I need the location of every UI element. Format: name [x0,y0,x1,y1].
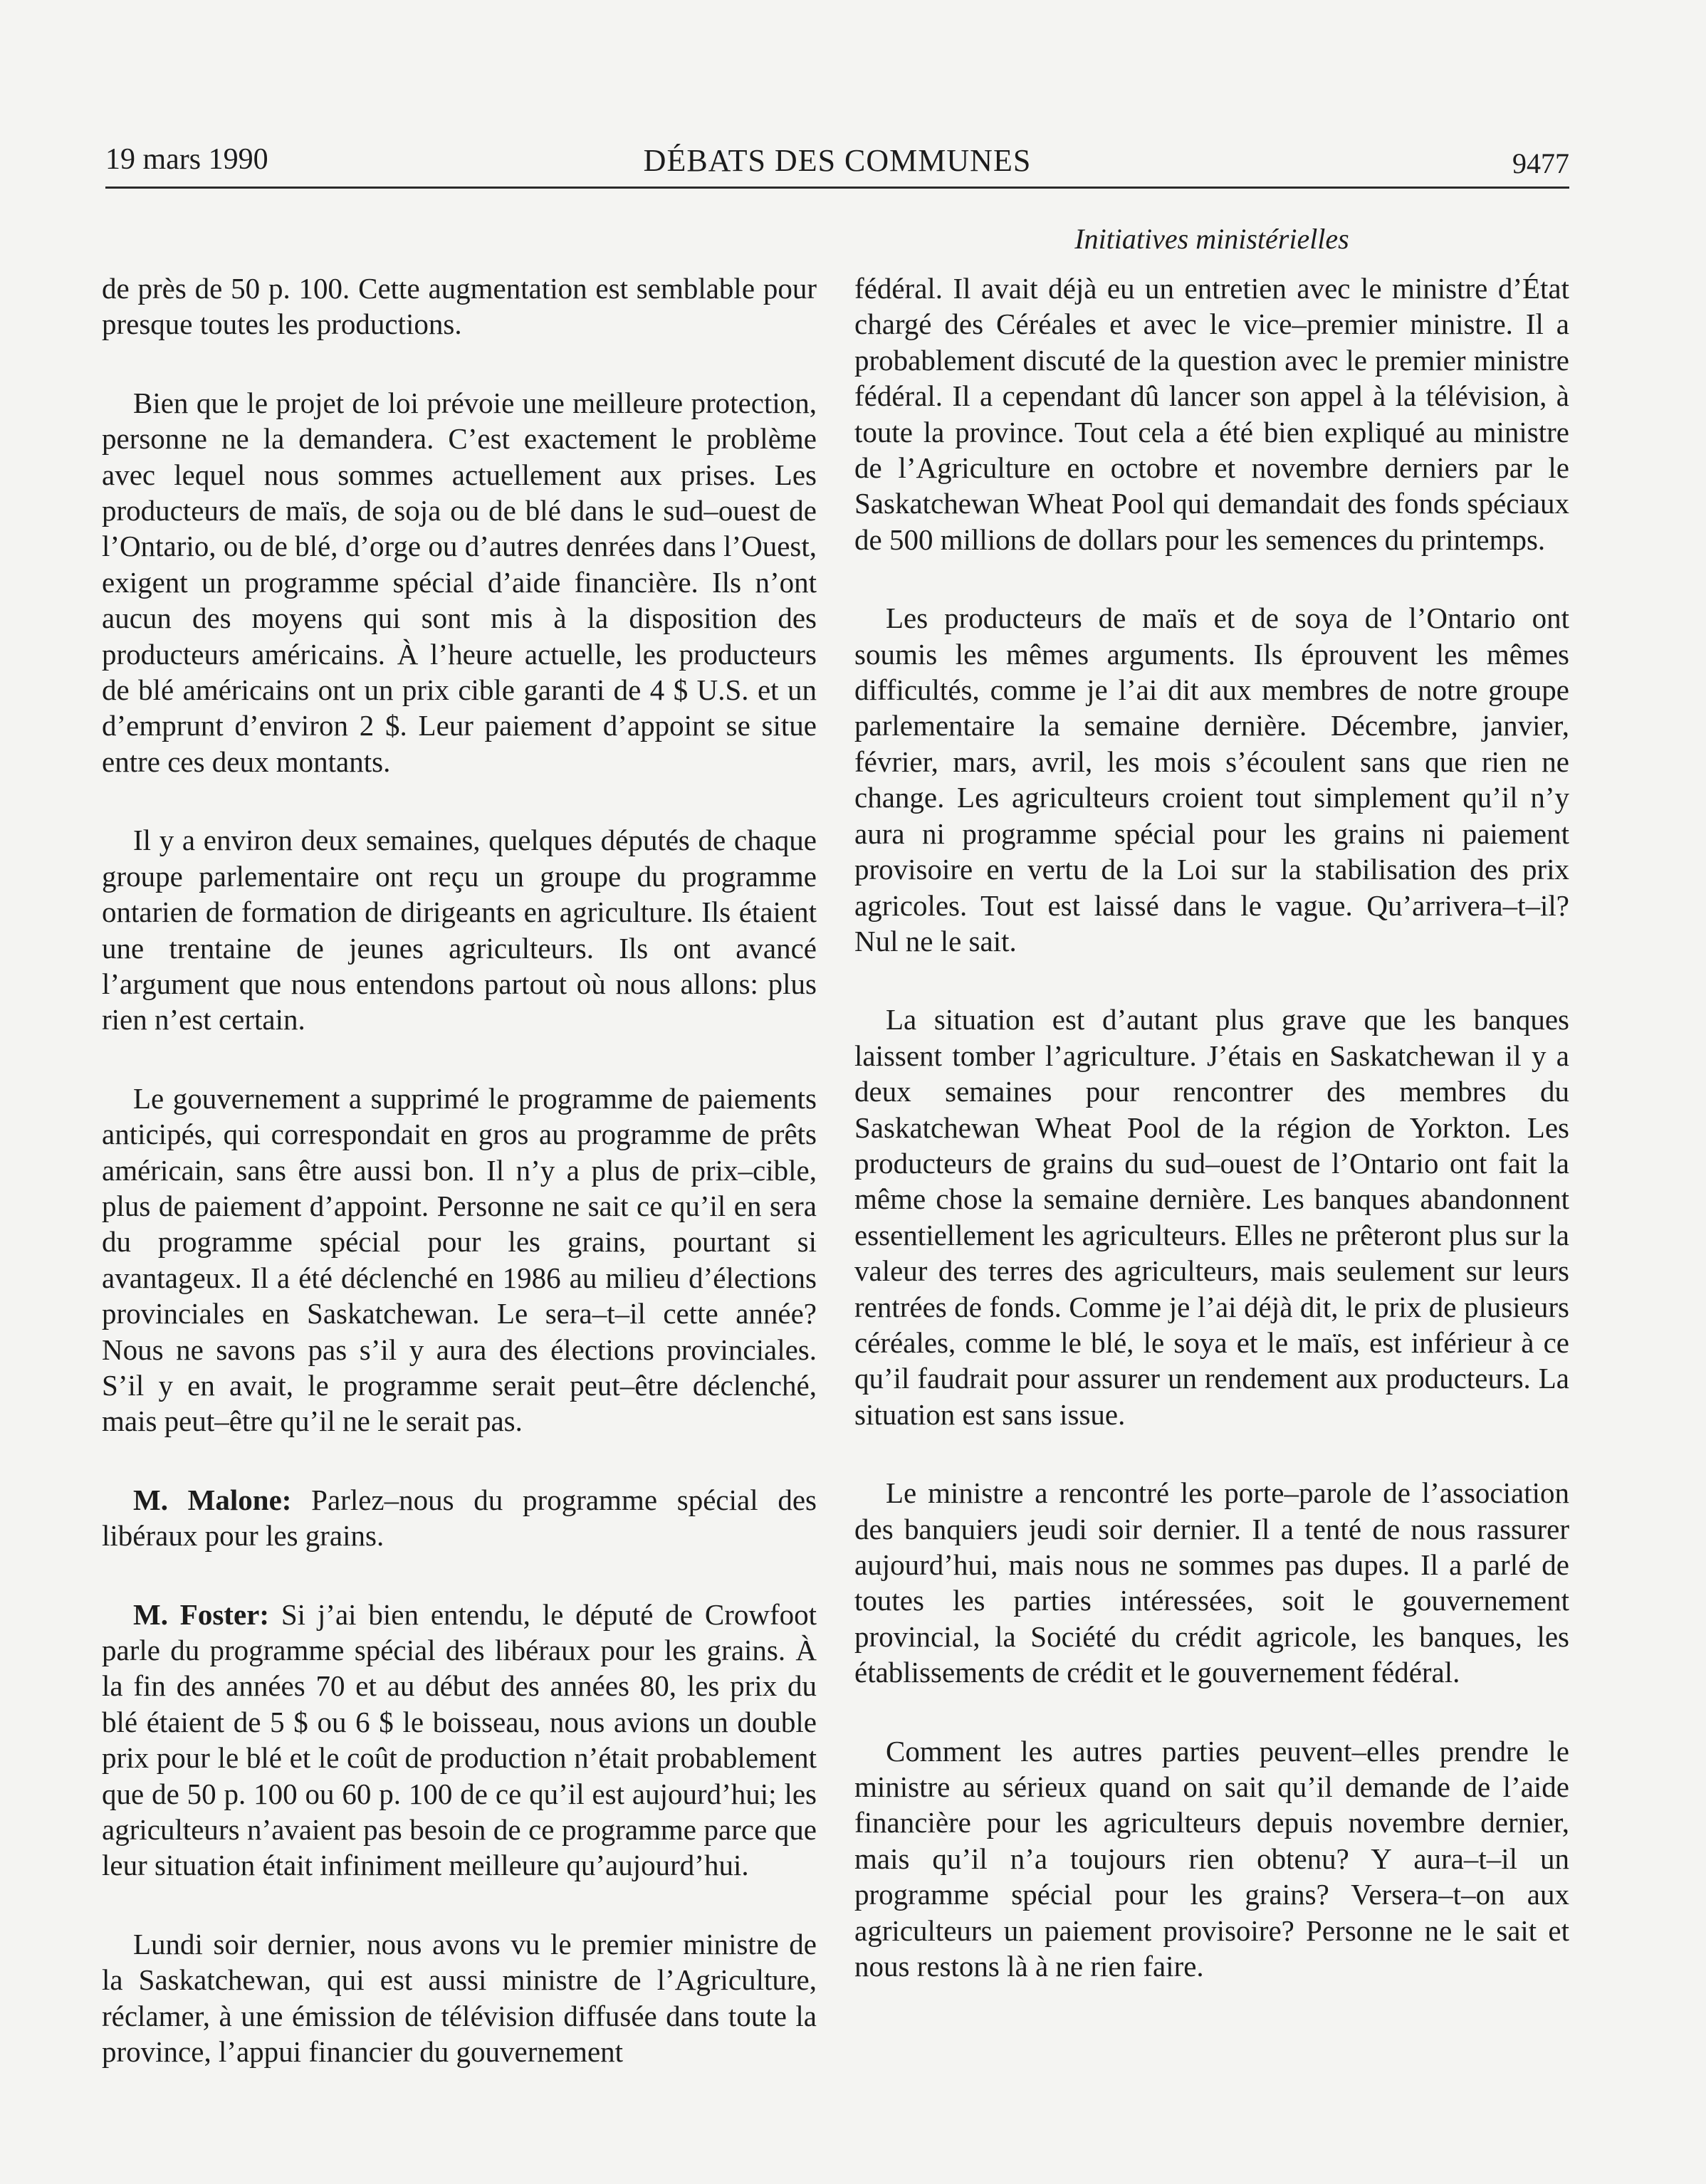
paragraph-text: Le ministre a rencontré les porte–parole de l’association des banquiers jeudi soir dernier. Il a tenté de nous rassurer aujourd’hui, mais nous ne sommes pas dupes. Il a parlé de toutes les parties intéressées, soit le gouvernement provincial, la Société du crédit agricole, les banques, les établissements de crédit et le gouvernement fédéral. [854,1476,1569,1689]
paragraph-text: Lundi soir dernier, nous avons vu le premier ministre de la Saskatchewan, qui est aussi ministre de l’Agriculture, réclamer, à une émission de télévision diffusée dans toute la province, l’appui financier du gouvernement [102,1927,817,2069]
paragraph [102,1081,817,1439]
paragraph-text: de près de 50 p. 100. Cette augmentation est semblable pour presque toutes les productions. [102,272,817,341]
paragraph [102,1597,817,1884]
paragraph [854,600,1569,959]
header-date: 19 mars 1990 [105,143,268,176]
paragraph [102,1926,817,2070]
page-number: 9477 [1512,147,1569,179]
page-header [105,142,1569,189]
left-column [102,271,817,2069]
paragraph [854,1733,1569,1985]
header-title: DÉBATS DES COMMUNES [643,143,1032,178]
paragraph-text: La situation est d’autant plus grave que les banques laissent tomber l’agriculture. J’étais en Saskatchewan il y a deux semaines pour rencontrer des membres du Saskatchewan Wheat Pool de la région de Yorkton. Les producteurs de grains du sud–ouest de l’Ontario ont fait la même chose la semaine dernière. Les banques abandonnent essentiellement les agriculteurs. Elles ne prêteront plus sur la valeur des terres des agriculteurs, mais seulement sur leurs rentrées de fonds. Comme je l’ai déjà dit, le prix de plusieurs céréales, comme le blé, le soya et le maïs, est inférieur à ce qu’il faudrait pour assurer un rendement aux producteurs. La situation est sans issue. [854,1003,1569,1431]
paragraph-text: Si j’ai bien entendu, le député de Crowfoot parle du programme spécial des libéraux pour les grains. À la fin des années 70 et au début des années 80, les prix du blé étaient de 5 $ ou 6 $ le boisseau, nous avions un double prix pour le blé et le coût de production n’était probablement que de 50 p. 100 ou 60 p. 100 de ce qu’il est aujourd’hui; les agriculteurs n’avaient pas besoin de ce programme parce que leur situation était infiniment meilleure qu’aujourd’hui. [102,1597,817,1882]
paragraph [102,1482,817,1554]
paragraph-text: Il y a environ deux semaines, quelques députés de chaque groupe parlementaire ont reçu un groupe du programme ontarien de formation de dirigeants en agriculture. Ils étaient une trentaine de jeunes agriculteurs. Ils ont avancé l’argument que nous entendons partout où nous allons: plus rien n’est certain. [102,824,817,1036]
paragraph-text: Comment les autres parties peuvent–elles prendre le ministre au sérieux quand on sait qu’il demande de l’aide financière pour les agriculteurs depuis novembre dernier, mais qu’il n’a toujours rien obtenu? Y aura–t–il un programme spécial pour les grains? Versera–t–on aux agriculteurs un paiement provisoire? Personne ne le sait et nous restons là à ne rien faire. [854,1734,1569,1983]
paragraph-text: Le gouvernement a supprimé le programme de paiements anticipés, qui correspondait en gros au programme de prêts américain, sans être aussi bon. Il n’y a plus de prix–cible, plus de paiement d’appoint. Personne ne sait ce qu’il en sera du programme spécial pour les grains, pourtant si avantageux. Il a été déclenché en 1986 au milieu d’élections provinciales en Saskatchewan. Le sera–t–il cette année? Nous ne savons pas s’il y aura des élections provinciales. S’il y en avait, le programme serait peut–être déclenché, mais peut–être qu’il ne le serait pas. [102,1081,817,1438]
paragraph-text: Les producteurs de maïs et de soya de l’Ontario ont soumis les mêmes arguments. Ils éprouvent les mêmes difficultés, comme je l’ai dit aux membres de notre groupe parlementaire la semaine dernière. Décembre, janvier, février, mars, avril, les mois s’écoulent sans que rien ne change. Les agriculteurs croient tout simplement qu’il n’y aura ni programme spécial pour les grains ni paiement provisoire en vertu de la Loi sur la stabilisation des prix agricoles. Tout est laissé dans le vague. Qu’arrivera–t–il? Nul ne le sait. [854,602,1569,957]
speaker-name: M. Malone: [133,1483,292,1516]
paragraph [854,1002,1569,1432]
paragraph [102,385,817,779]
paragraph-text: fédéral. Il avait déjà eu un entretien avec le ministre d’État chargé des Céréales et avec le vice–premier ministre. Il a probablement discuté de la question avec le premier ministre fédéral. Il a cependant dû lancer son appel à la télévision, à toute la province. Tout cela a été bien expliqué au ministre de l’Agriculture en octobre et novembre derniers par le Saskatchewan Wheat Pool qui demandait des fonds spéciaux de 500 millions de dollars pour les semences du printemps. [854,272,1569,556]
paragraph [854,271,1569,557]
speaker-name: M. Foster: [133,1597,270,1631]
right-column [854,271,1569,1984]
paragraph [854,1475,1569,1690]
paragraph [102,822,817,1037]
paragraph [102,271,817,342]
paragraph-text: Bien que le projet de loi prévoie une meilleure protection, personne ne la demandera. C’est exactement le problème avec lequel nous sommes actuellement aux prises. Les producteurs de maïs, de soja ou de blé dans le sud–ouest de l’Ontario, ou de blé, d’orge ou d’autres denrées dans l’Ouest, exigent un programme spécial d’aide financière. Ils n’ont aucun des moyens qui sont mis à la disposition des producteurs américains. À l’heure actuelle, les producteurs de blé américains ont un prix cible garanti de 4 $ U.S. et un d’emprunt d’environ 2 $. Leur paiement d’appoint se situe entre ces deux montants. [102,386,817,778]
paragraph-text: Parlez–nous du programme spécial des libéraux pour les grains. [102,1483,817,1553]
section-title: Initiatives ministérielles [1074,223,1349,255]
